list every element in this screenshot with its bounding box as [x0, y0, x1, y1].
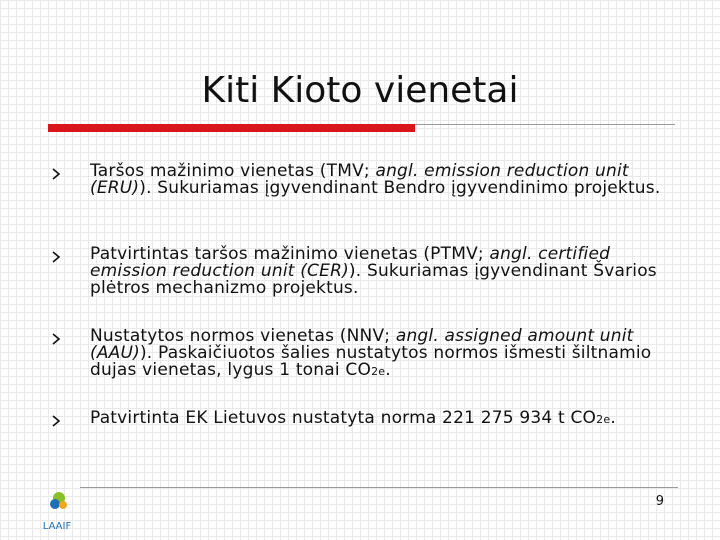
bullet-text-plain: ). Paskaičiuotos šalies nustatytos normos išmesti šiltnamio dujas vienetas, lygus 1 tonai CO	[90, 343, 652, 380]
page-number: 9	[655, 494, 664, 509]
logo-text: LAAIF	[42, 521, 72, 532]
bullet-text	[90, 328, 680, 380]
bullet-arrow-icon	[50, 167, 64, 181]
bullet-arrow-icon	[50, 332, 64, 346]
bullet-text-italic: angl. assigned amount unit (AAU)	[90, 326, 634, 363]
subscript: 2e	[596, 413, 611, 426]
bullet-text-plain: ). Sukuriamas įgyvendinant Švarios plėtros mechanizmo projektus.	[90, 261, 657, 298]
subscript: 2e	[371, 365, 386, 378]
bullet-text-plain: Nustatytos normos vienetas (NNV;	[90, 326, 396, 346]
bullet-text-plain: Patvirtintas taršos mažinimo vienetas (PTMV;	[90, 244, 490, 264]
bullet-text-plain: ). Sukuriamas įgyvendinant Bendro įgyvendinimo projektus.	[139, 178, 661, 198]
bullet-text-plain: .	[385, 360, 391, 380]
bullet-text	[90, 163, 680, 197]
bullet-text-italic: angl. emission reduction unit (ERU)	[90, 161, 629, 198]
bullet-arrow-icon	[50, 414, 64, 428]
bullet-text	[90, 246, 680, 297]
footer-rule	[80, 487, 678, 488]
bullet-text-plain: Patvirtinta EK Lietuvos nustatyta norma 221 275 934 t CO	[90, 408, 597, 428]
bullet-text-italic: angl. certified emission reduction unit (CER)	[90, 244, 611, 281]
bullet-text-plain: Taršos mažinimo vienetas (TMV;	[90, 161, 376, 181]
bullet-text-plain: .	[610, 408, 616, 428]
bullet-text	[90, 410, 680, 428]
slide-title: Kiti Kioto vienetai	[201, 70, 519, 111]
laaif-logo	[38, 488, 76, 536]
bullet-arrow-icon	[50, 250, 64, 264]
